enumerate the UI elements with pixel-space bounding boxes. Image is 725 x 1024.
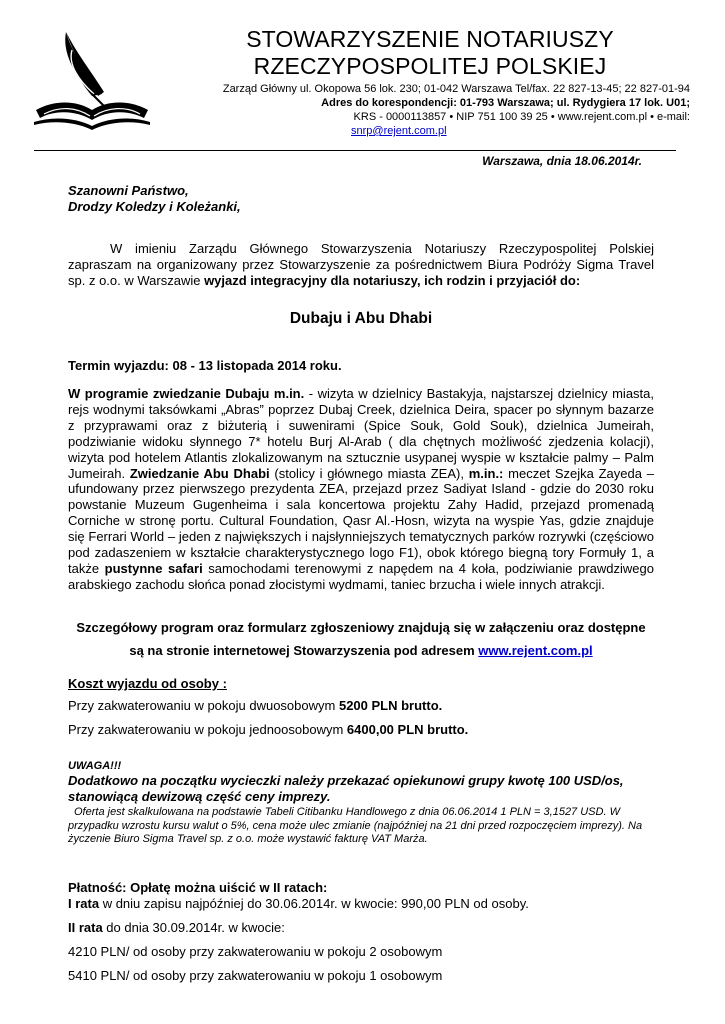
cost-single-label: Przy zakwaterowaniu w pokoju jednoosobowym <box>68 722 347 737</box>
organization-name <box>150 26 710 80</box>
program-end-text: samochodami terenowymi z napędem na 4 koła, podziwianie prawdziwego arabskiego zachodu słońca ponad złocistymi wydmami, taniec brzucha i wiele innych atrakcji. <box>68 560 654 592</box>
cost-double-label: Przy zakwaterowaniu w pokoju dwuosobowym <box>68 698 339 713</box>
program-abu-text: meczet Szejka Zayeda – ufundowany przez pierwszego prezydenta ZEA, przejazd przez Sadiyat Island - gdzie do 2030 roku powstanie Muzeum Gugenheima i sala koncertowa projektu Zahy Hadid, przejazd promenadą Corniche w stronę portu. Cultural Foundation, Qasr Al.-Hosn, wizyta na wyspie Yas, gdzie znajduje się Ferrari World – jeden z największych i najsłynniejszych tematycznych parków rozrywki (częściowo pod zadaszeniem w kształcie charakterystycznego logo F1), obok którego biegną tory Formuły 1, a także <box>68 465 654 576</box>
destination-title: Dubaju i Abu Dhabi <box>289 310 433 327</box>
program-paragraph <box>68 386 654 593</box>
cost-double-price: 5200 PLN brutto. <box>338 698 443 713</box>
payment-rate1 <box>68 896 654 912</box>
intro-paragraph <box>68 241 654 289</box>
program-safari: pustynne safari <box>104 560 203 576</box>
payment-rate2 <box>68 920 654 936</box>
exchange-rate-note <box>68 806 654 847</box>
address-line: Zarząd Główny ul. Okopowa 56 lok. 230; 01-042 Warszawa Tel/fax. 22 827-13-45; 22 827-01-94 <box>222 83 690 95</box>
organization-address <box>150 82 690 138</box>
rate1-text: w dniu zapisu najpóźniej do 30.06.2014r. w kwocie: 990,00 PLN od osoby. <box>99 896 529 911</box>
rate2-double: 4210 PLN/ od osoby przy zakwaterowaniu w pokoju 2 osobowym <box>68 944 443 959</box>
cost-heading: Koszt wyjazdu od osoby : <box>68 676 227 691</box>
greeting-line1: Szanowni Państwo, <box>68 183 189 198</box>
letter-date: Warszawa, dnia 18.06.2014r. <box>482 154 642 168</box>
program-abu-label: Zwiedzanie Abu Dhabi <box>129 465 270 481</box>
intro-bold: wyjazd integracyjny dla notariuszy, ich rodzin i przyjaciół do: <box>204 272 581 288</box>
program-abu-mid: (stolicy i głównego miasta ZEA), <box>269 465 469 481</box>
payment-heading: Płatność: Opłatę można uiścić w II ratach: <box>68 880 328 895</box>
cost-single-row <box>68 722 654 738</box>
registry-line: KRS - 0000113857 • NIP 751 100 39 25 • www.rejent.com.pl • e-mail: <box>353 111 690 123</box>
program-dubai-label: W programie zwiedzanie Dubaju m.in. <box>68 386 305 401</box>
email-link[interactable]: snrp@rejent.com.pl <box>351 125 447 137</box>
correspondence-line: Adres do korespondencji: 01-793 Warszawa; ul. Rydygiera 17 lok. U01; <box>321 97 690 109</box>
rate2-label: II rata <box>68 920 103 935</box>
org-name-line2: RZECZYPOSPOLITEJ POLSKIEJ <box>253 53 607 79</box>
rate2-single: 5410 PLN/ od osoby przy zakwaterowaniu w pokoju 1 osobowym <box>68 968 443 983</box>
program-abu-label2: m.in.: <box>468 465 504 481</box>
intro-text: W imieniu Zarządu Głównego Stowarzyszenia Notariuszy Rzeczypospolitej Polskiej zapraszam na organizowany przez Stowarzyszenie za pośrednictwem Biura Podróży Sigma Travel sp. z o.o. w Warszawie <box>68 241 654 288</box>
warning-title: UWAGA!!! <box>68 760 122 772</box>
attachment-line2: są na stronie internetowej Stowarzyszenia pod adresem <box>129 642 479 658</box>
website-link[interactable]: www.rejent.com.pl <box>478 642 593 658</box>
header-divider <box>34 150 676 151</box>
greeting-line2: Drodzy Koledzy i Koleżanki, <box>68 198 241 214</box>
greeting <box>68 183 654 215</box>
exchange-rate-text: Oferta jest skalkulowana na podstawie Tabeli Citibanku Handlowego z dnia 06.06.2014 1 PLN = 3,1527 USD. W przypadku wzrostu kursu walut o 5%, cena może ulec zmianie (najpóźniej na 21 dni przed rozpoczęciem imprezy). Na życzenie Biuro Sigma Travel sp. z o.o. może wystawić fakturę VAT Marża. <box>68 806 643 845</box>
trip-dates: Termin wyjazdu: 08 - 13 listopada 2014 roku. <box>68 358 342 373</box>
program-dubai-text: - wizyta w dzielnicy Bastakyja, najstarszej dzielnicy miasta, rejs wodnymi taksówkami „Abras” poprzez Dubaj Creek, dzielnica Deira, spacer po słynnym bazarze z przyprawami oraz z biżuterią i suwenirami (Spice Souk, Gold Souk), dzielnica Jumeirah, podziwianie widoku słynnego 7* hotelu Burj Al-Arab ( dla chętnych możliwość zjedzenia kolacji), wizyta pod hotelem Atlantis zlokalizowanym na sztucznie usypanej wyspie w kształcie palmy – Palm Jumeirah. <box>68 386 655 481</box>
org-name-line1: STOWARZYSZENIE NOTARIUSZY <box>246 26 614 52</box>
warning-text: Dodatkowo na początku wycieczki należy przekazać opiekunowi grupy kwotę 100 USD/os, stanowiącą dewizową część ceny imprezy. <box>68 773 624 804</box>
quill-and-book-logo <box>32 30 150 130</box>
rate1-label: I rata <box>68 896 100 911</box>
cost-double-row <box>68 698 654 714</box>
cost-single-price: 6400,00 PLN brutto. <box>346 722 469 737</box>
attachment-line1: Szczegółowy program oraz formularz zgłoszeniowy znajdują się w załączeniu oraz dostępne <box>76 620 646 635</box>
attachment-note <box>68 620 654 659</box>
rate2-text: do dnia 30.09.2014r. w kwocie: <box>102 920 285 935</box>
